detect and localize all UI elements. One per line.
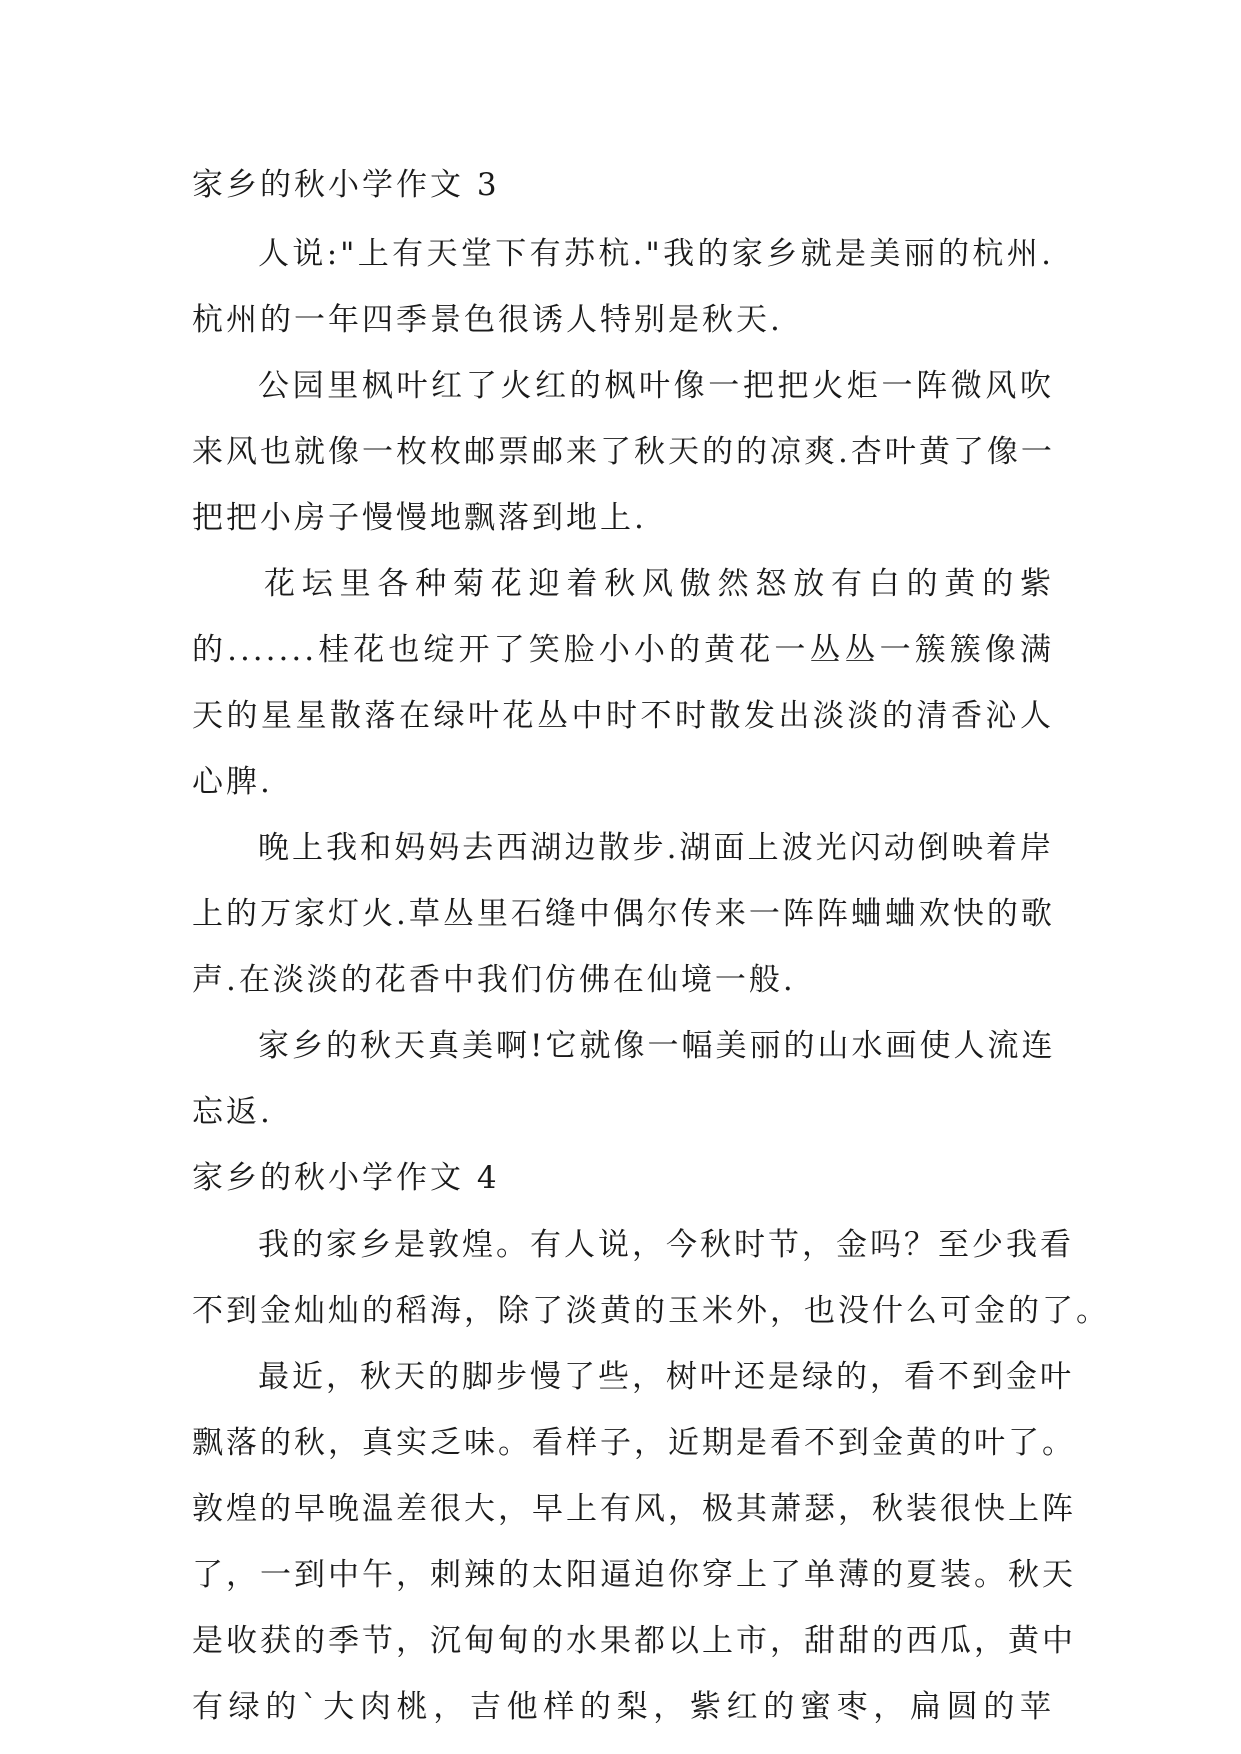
paragraph-line: 敦煌的早晚温差很大，早上有风，极其萧瑟，秋装很快上阵 bbox=[192, 1491, 1076, 1527]
paragraph-line: 了，一到中午，刺辣的太阳逼迫你穿上了单薄的夏装。秋天 bbox=[192, 1557, 1076, 1593]
paragraph-line: 上的万家灯火.草丛里石缝中偶尔传来一阵阵蛐蛐欢快的歌 bbox=[192, 896, 1055, 932]
paragraph-line: 声.在淡淡的花香中我们仿佛在仙境一般. bbox=[192, 962, 796, 998]
paragraph-line: 飘落的秋，真实乏味。看样子，近期是看不到金黄的叶了。 bbox=[192, 1425, 1076, 1461]
paragraph-line: 家乡的秋天真美啊!它就像一幅美丽的山水画使人流连 bbox=[258, 1028, 1056, 1064]
paragraph-line: 天的星星散落在绿叶花丛中时不时散发出淡淡的清香沁人 bbox=[192, 698, 1054, 734]
section-heading: 家乡的秋小学作文 3 bbox=[192, 167, 500, 203]
paragraph-line: 人说:"上有天堂下有苏杭."我的家乡就是美丽的杭州. bbox=[258, 236, 1054, 272]
section-heading: 家乡的秋小学作文 4 bbox=[192, 1160, 500, 1196]
paragraph-line: 公园里枫叶红了火红的枫叶像一把把火炬一阵微风吹 bbox=[258, 368, 1054, 404]
paragraph-line: 晚上我和妈妈去西湖边散步.湖面上波光闪动倒映着岸 bbox=[258, 830, 1054, 866]
paragraph-line: 杭州的一年四季景色很诱人特别是秋天. bbox=[192, 302, 783, 338]
paragraph-line: 最近，秋天的脚步慢了些，树叶还是绿的，看不到金叶 bbox=[258, 1359, 1074, 1395]
paragraph-line: 有绿的`大肉桃，吉他样的梨，紫红的蜜枣，扁圆的苹 bbox=[192, 1689, 1054, 1725]
paragraph-line: 心脾. bbox=[192, 764, 273, 800]
paragraph-line: 是收获的季节，沉甸甸的水果都以上市，甜甜的西瓜，黄中 bbox=[192, 1623, 1076, 1659]
paragraph-line: 我的家乡是敦煌。有人说，今秋时节，金吗？至少我看 bbox=[258, 1227, 1074, 1263]
paragraph-line: 花坛里各种菊花迎着秋风傲然怒放有白的黄的紫 bbox=[264, 566, 1054, 602]
paragraph-line: 忘返. bbox=[192, 1094, 273, 1130]
paragraph-line: 来风也就像一枚枚邮票邮来了秋天的的凉爽.杏叶黄了像一 bbox=[192, 434, 1055, 470]
paragraph-line: 不到金灿灿的稻海，除了淡黄的玉米外，也没什么可金的了。 bbox=[192, 1293, 1110, 1329]
paragraph-line: 的.......桂花也绽开了笑脸小小的黄花一丛丛一簇簇像满 bbox=[192, 632, 1054, 668]
paragraph-line: 把把小房子慢慢地飘落到地上. bbox=[192, 500, 647, 536]
